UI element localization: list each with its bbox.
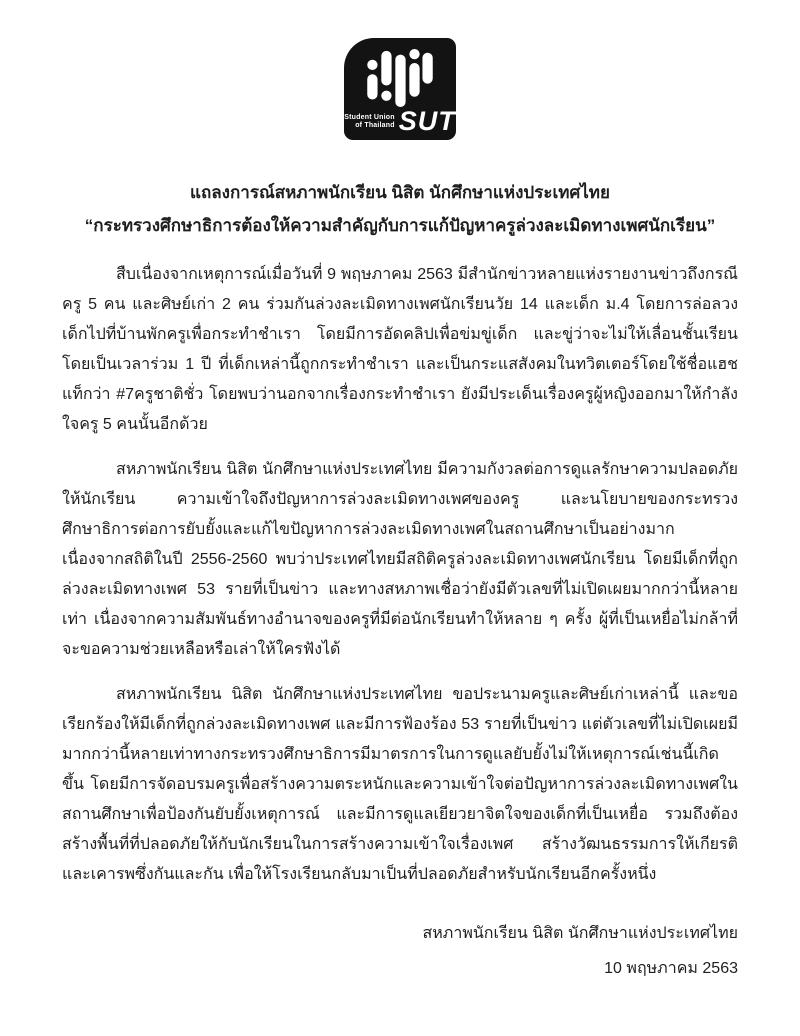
signature-date: 10 พฤษภาคม 2563 [604, 960, 738, 977]
logo-container [62, 38, 738, 140]
paragraph-demands: สหภาพนักเรียน นิสิต นักศึกษาแห่งประเทศไทย ขอประนามครูและศิษย์เก่าเหล่านี้ และขอเรียกร้องให้มีเด็กที่ถูกล่วงละเมิดทางเพศ และมีการฟ้องร้อง 53 รายที่เป็นข่าว แต่ตัวเลขที่ไม่เปิดเผยมีมากกว่านี้หลายเท่าทางกระทรวงศึกษาธิการมีมาตรการในการดูแลยับยั้งไม่ให้เหตุการณ์เช่นนี้เกิดขึ้น โดยมีการจัดอบรมครูเพื่อสร้างความตระหนักและความเข้าใจต่อปัญหาการล่วงละเมิดทางเพศในสถานศึกษาเพื่อป้องกันยับยั้งเหตุการณ์ และมีการดูแลเยียวยาจิตใจของเด็กที่เป็นเหยื่อ รวมถึงต้องสร้างพื้นที่ที่ปลอดภัยให้กับนักเรียนในการสร้างความเข้าใจเรื่องเพศ สร้างวัฒนธรรมการให้เกียรติและเคารพซึ่งกันและกัน เพื่อให้โรงเรียนกลับมาเป็นที่ปลอดภัยสำหรับนักเรียนอีกครั้งหนึ่ง [62, 686, 738, 883]
statement-title-line2: “กระทรวงศึกษาธิการต้องให้ความสำคัญกับการแก้ปัญหาครูล่วงละเมิดทางเพศนักเรียน” [84, 216, 716, 235]
sut-logo [344, 38, 456, 140]
paragraph-concern: สหภาพนักเรียน นิสิต นักศึกษาแห่งประเทศไทย มีความกังวลต่อการดูแลรักษาความปลอดภัยให้นักเรียน ความเข้าใจถึงปัญหาการล่วงละเมิดทางเพศของครู และนโยบายของกระทรวงศึกษาธิการต่อการยับยั้งและแก้ไขปัญหาการล่วงละเมิดทางเพศในสถานศึกษาเป็นอย่างมาก เนื่องจากสถิติในปี 2556-2560 พบว่าประเทศไทยมีสถิติครูล่วงละเมิดทางเพศนักเรียน โดยมีเด็กที่ถูกล่วงละเมิดทางเพศ 53 รายที่เป็นข่าว และทางสหภาพเชื่อว่ายังมีตัวเลขที่ไม่เปิดเผยมากกว่านี้หลายเท่า เนื่องจากความสัมพันธ์ทางอำนาจของครูที่มีต่อนักเรียนทำให้หลาย ๆ ครั้ง ผู้ที่เป็นเหยื่อไม่กล้าที่จะขอความช่วยเหลือหรือเล่าให้ใครฟังได้ [62, 461, 738, 658]
logo-wordmark [344, 106, 456, 136]
statement-title [62, 176, 738, 242]
sut-equalizer-icon [352, 46, 448, 109]
statement-title-line1: แถลงการณ์สหภาพนักเรียน นิสิต นักศึกษาแห่งประเทศไทย [190, 183, 610, 202]
signature-org: สหภาพนักเรียน นิสิต นักศึกษาแห่งประเทศไทย [422, 925, 738, 942]
logo-org-name: Student Union of Thailand [344, 114, 395, 129]
statement-body [62, 260, 738, 890]
logo-acronym: SUT [398, 106, 456, 136]
signature-block [62, 916, 738, 986]
paragraph-incident: สืบเนื่องจากเหตุการณ์เมื่อวันที่ 9 พฤษภาคม 2563 มีสำนักข่าวหลายแห่งรายงานข่าวถึงกรณีครู 5 คน และศิษย์เก่า 2 คน ร่วมกันล่วงละเมิดทางเพศนักเรียนวัย 14 และเด็ก ม.4 โดยการล่อลวงเด็กไปที่บ้านพักครูเพื่อกระทำชำเรา โดยมีการอัดคลิปเพื่อข่มขู่เด็ก และขู่ว่าจะไม่ให้เลื่อนชั้นเรียน โดยเป็นเวลาร่วม 1 ปี ที่เด็กเหล่านี้ถูกกระทำชำเรา และเป็นกระแสสังคมในทวิตเตอร์โดยใช้ชื่อแฮชแท็กว่า #7ครูชาติชั่ว โดยพบว่านอกจากเรื่องกระทำชำเรา ยังมีประเด็นเรื่องครูผู้หญิงออกมาให้กำลังใจครู 5 คนนั้นอีกด้วย [62, 266, 738, 433]
